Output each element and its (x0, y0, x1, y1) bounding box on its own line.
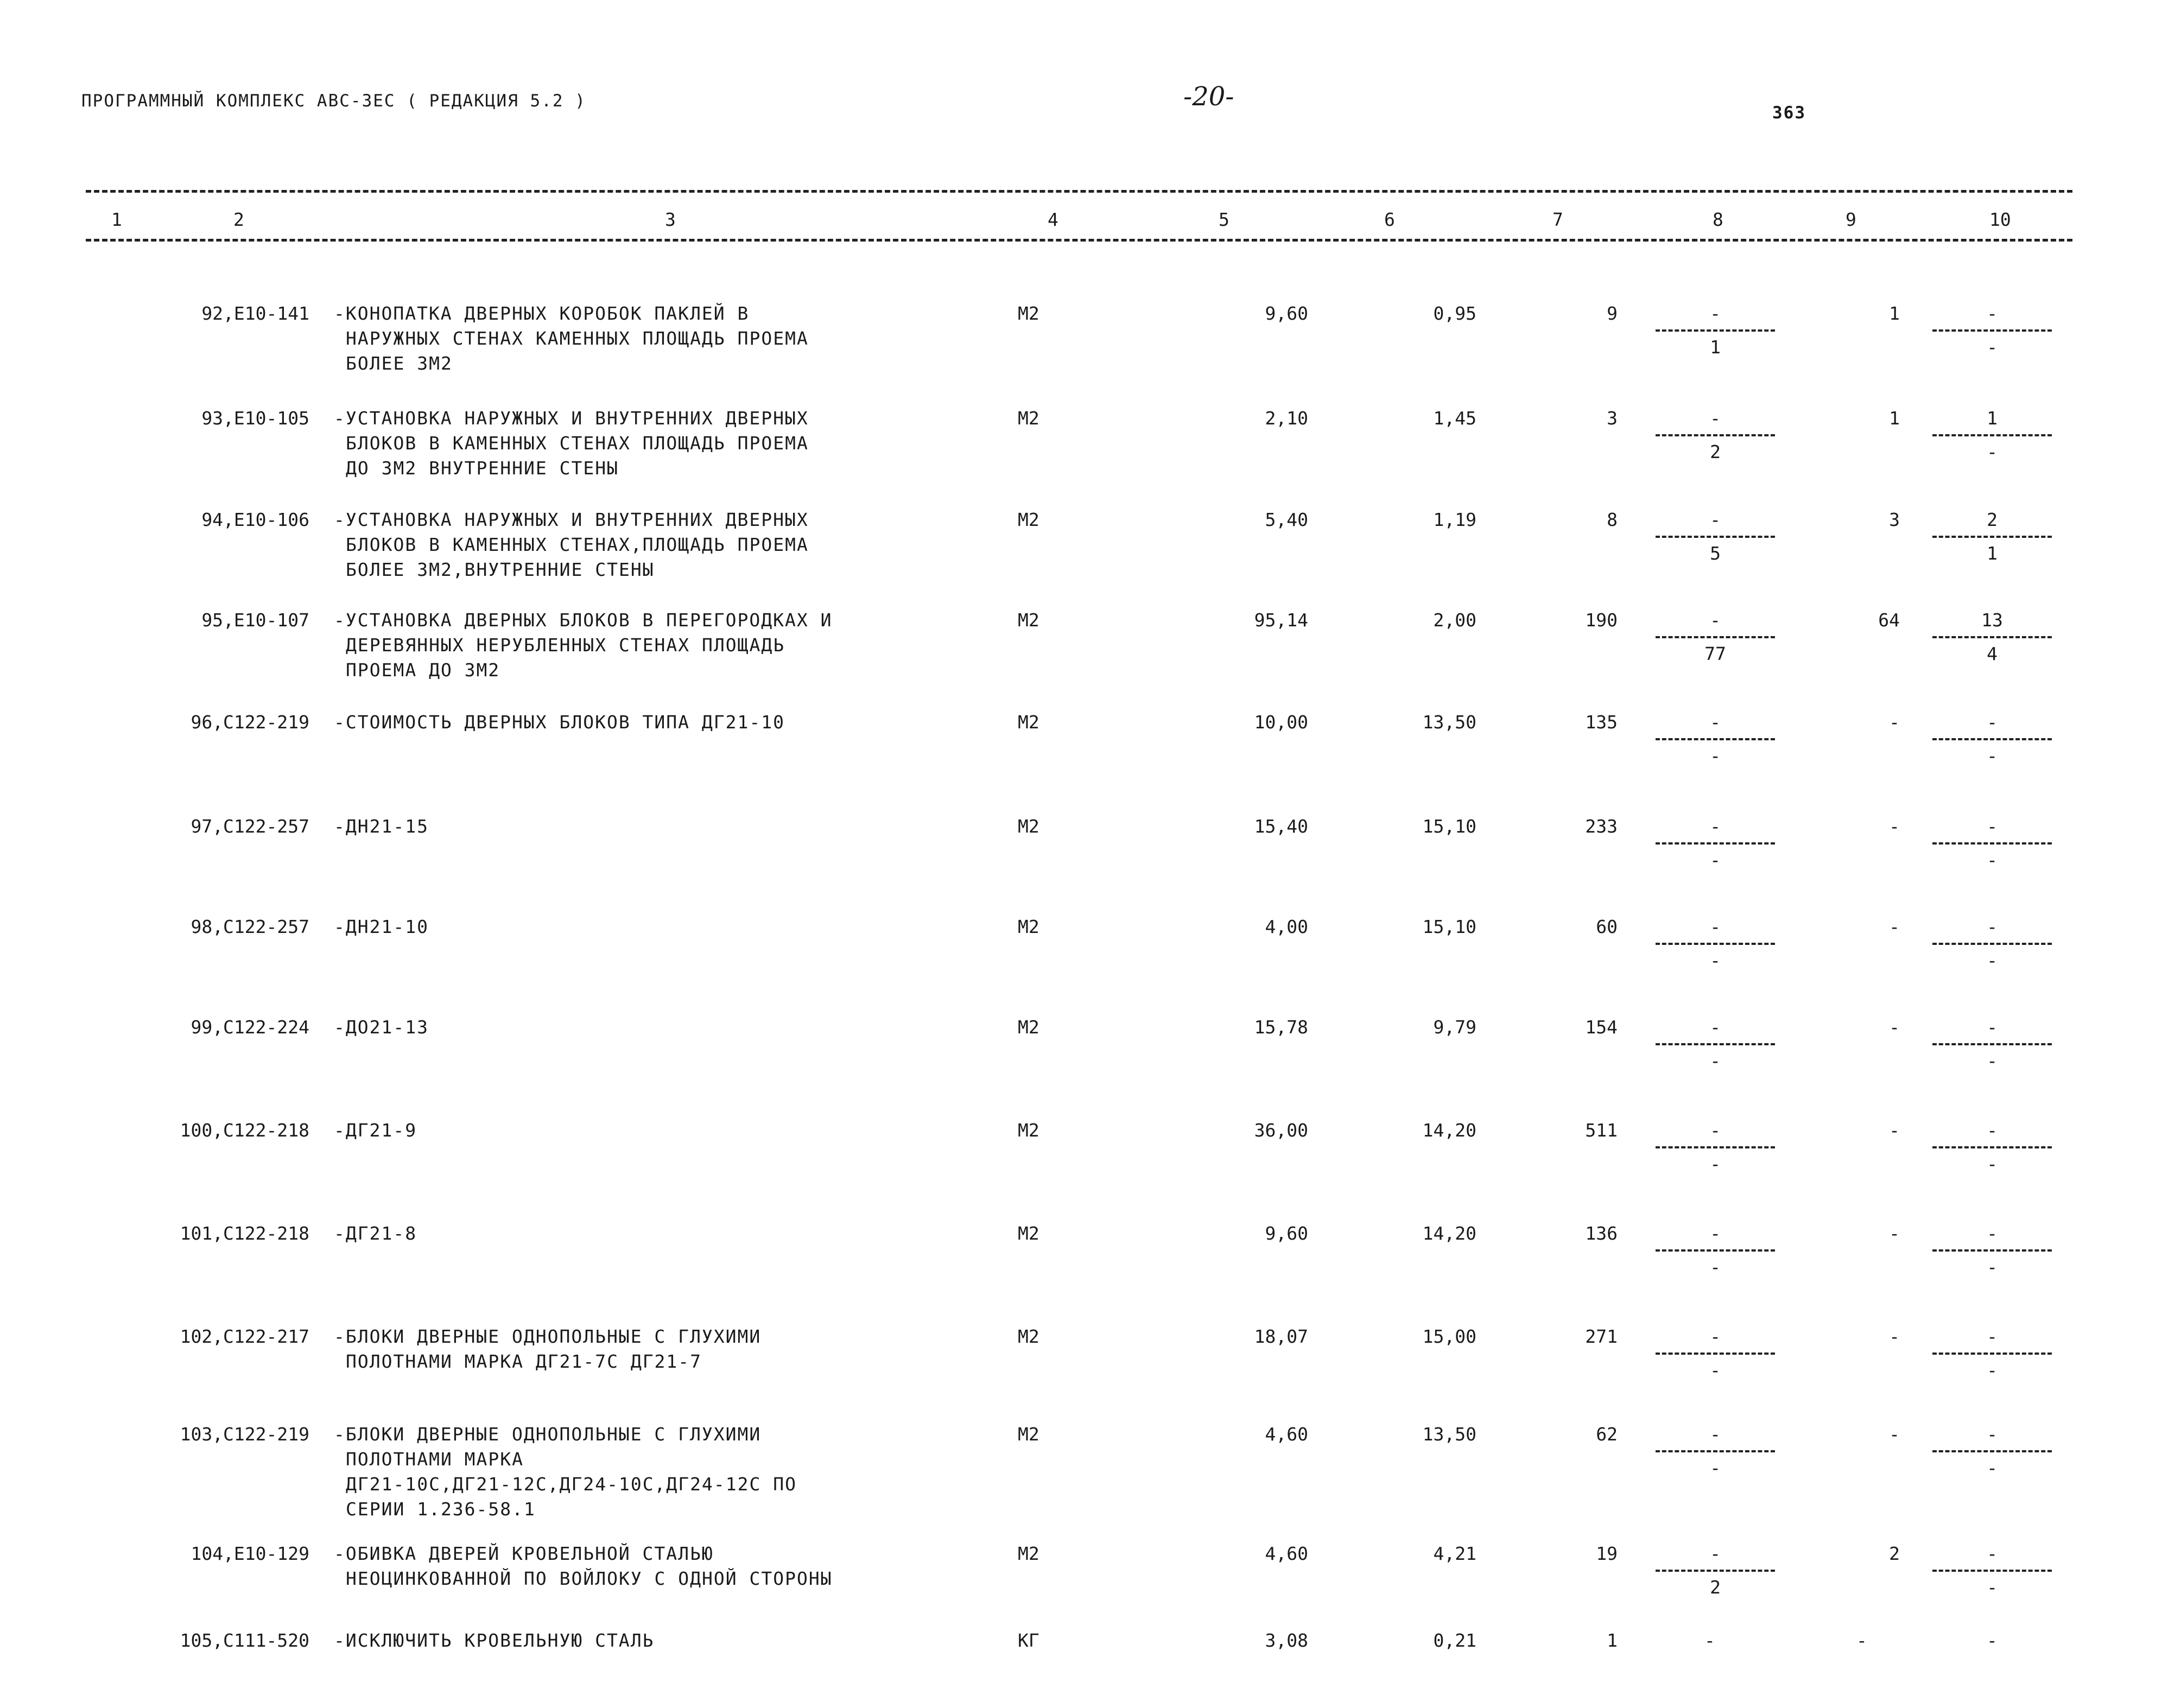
row-description (334, 406, 809, 481)
row-code: 102,С122-217 (180, 1326, 309, 1347)
description-line: -ОБИВКА ДВЕРЕЙ КРОВЕЛЬНОЙ СТАЛЬЮ (334, 1543, 714, 1564)
row-code: 92,Е10-141 (201, 303, 309, 324)
row-col8 (1656, 1422, 1775, 1481)
row-total: 1 (1607, 1630, 1618, 1651)
row-col10-bar (1932, 1146, 2052, 1148)
row-col10-top: - (1987, 303, 1998, 324)
column-header-1: 1 (111, 209, 122, 230)
row-code: 103,С122-219 (180, 1424, 309, 1445)
program-header: ПРОГРАММНЫЙ КОМПЛЕКС АВС-3ЕС ( РЕДАКЦИЯ 5.2 ) (81, 91, 586, 111)
row-col10-bar (1932, 943, 2052, 945)
handwritten-page-number: -20- (1183, 81, 1234, 112)
row-unit-price: 1,45 (1433, 408, 1476, 429)
row-col10-top: - (1987, 816, 1998, 837)
description-line: ДЕРЕВЯННЫХ НЕРУБЛЕННЫХ СТЕНАХ ПЛОЩАДЬ (346, 634, 785, 656)
row-col9: 64 (1878, 609, 1900, 631)
row-col10-bar (1932, 738, 2052, 740)
column-header-3: 3 (665, 209, 676, 230)
table-top-rule (86, 190, 2072, 193)
row-col8-bottom: - (1710, 1256, 1721, 1278)
row-col10-bottom: 1 (1987, 543, 1998, 564)
row-col8-bottom: - (1710, 1050, 1721, 1071)
row-col10-top: - (1987, 712, 1998, 733)
row-col8-bar (1656, 943, 1775, 945)
row-col10 (1932, 608, 2052, 666)
row-col9: 3 (1889, 509, 1900, 530)
row-col8-bottom: 77 (1704, 643, 1726, 664)
row-col8-bar (1656, 738, 1775, 740)
row-unit-price: 15,10 (1422, 916, 1476, 937)
row-total: 62 (1596, 1424, 1618, 1445)
row-quantity: 95,14 (1254, 609, 1308, 631)
row-col10-top: - (1987, 1120, 1998, 1141)
row-col10-bottom: - (1987, 950, 1998, 971)
description-line: ПОЛОТНАМИ МАРКА (346, 1449, 524, 1470)
row-col10-bar (1932, 536, 2052, 538)
row-description (334, 1422, 797, 1522)
description-line: НЕОЦИНКОВАННОЙ ПО ВОЙЛОКУ С ОДНОЙ СТОРОНЫ (346, 1568, 833, 1589)
row-total: 19 (1596, 1543, 1618, 1564)
row-quantity: 36,00 (1254, 1120, 1308, 1141)
row-col8-top: - (1710, 1543, 1721, 1564)
row-unit: М2 (1018, 609, 1039, 631)
row-col10 (1932, 1422, 2052, 1481)
row-col9: - (1889, 1120, 1900, 1141)
description-line: -КОНОПАТКА ДВЕРНЫХ КОРОБОК ПАКЛЕЙ В (334, 303, 750, 324)
row-code: 94,Е10-106 (201, 509, 309, 530)
description-line: БОЛЕЕ 3М2 (346, 353, 453, 374)
row-col8-bar (1656, 636, 1775, 638)
row-col8-bottom: - (1710, 745, 1721, 766)
row-col9: 1 (1889, 303, 1900, 324)
row-col10-bottom: - (1987, 849, 1998, 871)
row-col10-top: - (1987, 1424, 1998, 1445)
row-col10-bottom: - (1987, 1360, 1998, 1381)
row-total: 8 (1607, 509, 1618, 530)
row-col10-bottom: - (1987, 1153, 1998, 1174)
row-total: 60 (1596, 916, 1618, 937)
column-header-9: 9 (1846, 209, 1856, 230)
row-unit: М2 (1018, 1326, 1039, 1347)
row-col10-top: - (1987, 1017, 1998, 1038)
row-col8-bar (1656, 842, 1775, 845)
row-description (334, 1221, 417, 1246)
row-quantity: 9,60 (1265, 1223, 1308, 1244)
row-col8-top: - (1710, 1017, 1721, 1038)
row-col10-bottom: - (1987, 1577, 1998, 1598)
description-line: -УСТАНОВКА НАРУЖНЫХ И ВНУТРЕННИХ ДВЕРНЫХ (334, 509, 809, 530)
row-unit-price: 15,10 (1422, 816, 1476, 837)
row-unit: М2 (1018, 916, 1039, 937)
description-line: ПОЛОТНАМИ МАРКА ДГ21-7С ДГ21-7 (346, 1351, 702, 1372)
row-quantity: 9,60 (1265, 303, 1308, 324)
column-header-2: 2 (233, 209, 244, 230)
page-number: 363 (1772, 103, 1806, 123)
row-quantity: 18,07 (1254, 1326, 1308, 1347)
description-line: БОЛЕЕ 3М2,ВНУТРЕННИЕ СТЕНЫ (346, 559, 655, 580)
row-unit-price: 15,00 (1422, 1326, 1476, 1347)
row-quantity: 4,00 (1265, 916, 1308, 937)
row-description: -ИСКЛЮЧИТЬ КРОВЕЛЬНУЮ СТАЛЬ (334, 1630, 655, 1651)
row-code: 93,Е10-105 (201, 408, 309, 429)
row-col10-bar (1932, 1249, 2052, 1252)
row-col8: - (1704, 1630, 1715, 1651)
description-line: ДО 3М2 ВНУТРЕННИЕ СТЕНЫ (346, 458, 619, 479)
row-col8 (1656, 1221, 1775, 1280)
row-col10 (1932, 1118, 2052, 1177)
row-col8-bottom: 5 (1710, 543, 1721, 564)
description-line: -ДН21-15 (334, 816, 429, 837)
row-col8-bar (1656, 536, 1775, 538)
column-header-10: 10 (1989, 209, 2011, 230)
row-code: 104,Е10-129 (191, 1543, 309, 1564)
row-total: 9 (1607, 303, 1618, 324)
row-quantity: 10,00 (1254, 712, 1308, 733)
row-col8-bar (1656, 1450, 1775, 1452)
row-col10-bottom: - (1987, 1256, 1998, 1278)
row-col8-top: - (1710, 609, 1721, 631)
row-col8 (1656, 406, 1775, 465)
row-description (334, 1118, 417, 1143)
row-col8-bottom: - (1710, 849, 1721, 871)
description-line: -ДГ21-8 (334, 1223, 417, 1244)
row-unit-price: 4,21 (1433, 1543, 1476, 1564)
row-unit-price: 2,00 (1433, 609, 1476, 631)
description-line: СЕРИИ 1.236-58.1 (346, 1499, 536, 1520)
row-description (334, 1015, 429, 1040)
row-col9: - (1889, 1223, 1900, 1244)
row-col10-bottom: - (1987, 441, 1998, 462)
row-unit: М2 (1018, 1424, 1039, 1445)
description-line: БЛОКОВ В КАМЕННЫХ СТЕНАХ ПЛОЩАДЬ ПРОЕМА (346, 433, 809, 454)
row-col8-bar (1656, 434, 1775, 436)
row-unit-price: 13,50 (1422, 1424, 1476, 1445)
row-description (334, 1324, 761, 1374)
row-col8 (1656, 608, 1775, 666)
row-total: 3 (1607, 408, 1618, 429)
row-col10-bar (1932, 1353, 2052, 1355)
row-col10 (1932, 1541, 2052, 1600)
row-col10-top: 2 (1987, 509, 1998, 530)
row-unit-price: 0,21 (1433, 1630, 1476, 1651)
description-line: БЛОКОВ В КАМЕННЫХ СТЕНАХ,ПЛОЩАДЬ ПРОЕМА (346, 534, 809, 555)
row-description (334, 710, 785, 735)
row-col8-top: - (1710, 303, 1721, 324)
row-col9: - (1889, 1424, 1900, 1445)
row-col9: - (1889, 916, 1900, 937)
row-col8 (1656, 301, 1775, 360)
row-col10-bar (1932, 1043, 2052, 1045)
row-col8-bar (1656, 1249, 1775, 1252)
row-col8 (1656, 1118, 1775, 1177)
description-line: ДГ21-10С,ДГ21-12С,ДГ24-10С,ДГ24-12С ПО (346, 1474, 797, 1495)
row-total: 154 (1585, 1017, 1618, 1038)
row-col8 (1656, 1541, 1775, 1600)
row-col8-bottom: - (1710, 1360, 1721, 1381)
row-col8-bar (1656, 1570, 1775, 1572)
row-col9: - (1856, 1630, 1867, 1651)
row-unit: М2 (1018, 509, 1039, 530)
description-line: -ДО21-13 (334, 1017, 429, 1038)
row-col8-bar (1656, 1043, 1775, 1045)
row-quantity: 15,40 (1254, 816, 1308, 837)
description-line: -УСТАНОВКА НАРУЖНЫХ И ВНУТРЕННИХ ДВЕРНЫХ (334, 408, 809, 429)
row-col8-top: - (1710, 1424, 1721, 1445)
row-description (334, 1541, 833, 1591)
description-line: -УСТАНОВКА ДВЕРНЫХ БЛОКОВ В ПЕРЕГОРОДКАХ И (334, 609, 833, 631)
row-col10 (1932, 1324, 2052, 1383)
row-unit: М2 (1018, 408, 1039, 429)
row-col8-top: - (1710, 509, 1721, 530)
row-total: 233 (1585, 816, 1618, 837)
row-col10 (1932, 301, 2052, 360)
row-col8-bottom: - (1710, 1153, 1721, 1174)
row-col8 (1656, 814, 1775, 873)
row-col10-top: - (1987, 916, 1998, 937)
row-col9: 2 (1889, 1543, 1900, 1564)
row-unit-price: 1,19 (1433, 509, 1476, 530)
description-line: ПРОЕМА ДО 3М2 (346, 659, 500, 681)
row-col8-top: - (1710, 408, 1721, 429)
row-total: 271 (1585, 1326, 1618, 1347)
row-col10-bottom: 4 (1987, 643, 1998, 664)
row-description (334, 915, 429, 939)
row-total: 135 (1585, 712, 1618, 733)
row-col10-bottom: - (1987, 745, 1998, 766)
row-col8-top: - (1710, 1326, 1721, 1347)
row-col9: - (1889, 712, 1900, 733)
row-total: 511 (1585, 1120, 1618, 1141)
description-line: -ДН21-10 (334, 916, 429, 937)
row-quantity: 2,10 (1265, 408, 1308, 429)
row-col10 (1932, 1015, 2052, 1074)
column-header-7: 7 (1552, 209, 1563, 230)
row-unit-price: 14,20 (1422, 1223, 1476, 1244)
description-line: -СТОИМОСТЬ ДВЕРНЫХ БЛОКОВ ТИПА ДГ21-10 (334, 712, 785, 733)
row-unit: М2 (1018, 1120, 1039, 1141)
row-unit: М2 (1018, 816, 1039, 837)
row-col8-top: - (1710, 1120, 1721, 1141)
row-col8-bottom: - (1710, 1457, 1721, 1478)
row-description (334, 814, 429, 839)
row-col8 (1656, 1324, 1775, 1383)
row-col8 (1656, 1015, 1775, 1074)
row-quantity: 4,60 (1265, 1424, 1308, 1445)
row-col10 (1932, 507, 2052, 566)
description-line: -ДГ21-9 (334, 1120, 417, 1141)
row-col8-bar (1656, 1146, 1775, 1148)
row-col10 (1932, 710, 2052, 769)
row-code: 95,Е10-107 (201, 609, 309, 631)
row-col10: - (1987, 1630, 1998, 1651)
row-description (334, 507, 809, 582)
row-col10-top: 13 (1981, 609, 2003, 631)
row-col10-top: - (1987, 1326, 1998, 1347)
row-description (334, 301, 809, 376)
row-col9: - (1889, 1326, 1900, 1347)
row-col8-top: - (1710, 816, 1721, 837)
row-total: 136 (1585, 1223, 1618, 1244)
row-unit: М2 (1018, 303, 1039, 324)
row-col10-bottom: - (1987, 336, 1998, 358)
row-col8 (1656, 915, 1775, 973)
row-description (334, 608, 832, 683)
row-col10-bottom: - (1987, 1457, 1998, 1478)
column-header-6: 6 (1384, 209, 1395, 230)
row-unit-price: 0,95 (1433, 303, 1476, 324)
row-col8-top: - (1710, 916, 1721, 937)
row-col8-bar (1656, 329, 1775, 332)
row-col9: - (1889, 1017, 1900, 1038)
description-line: -БЛОКИ ДВЕРНЫЕ ОДНОПОЛЬНЫЕ С ГЛУХИМИ (334, 1326, 762, 1347)
row-col10-bar (1932, 636, 2052, 638)
row-col10-bar (1932, 329, 2052, 332)
description-line: НАРУЖНЫХ СТЕНАХ КАМЕННЫХ ПЛОЩАДЬ ПРОЕМА (346, 328, 809, 349)
row-col9: - (1889, 816, 1900, 837)
row-unit-price: 14,20 (1422, 1120, 1476, 1141)
row-code: 97,С122-257 (191, 816, 309, 837)
row-col8-bar (1656, 1353, 1775, 1355)
row-col10-top: - (1987, 1543, 1998, 1564)
row-quantity: 15,78 (1254, 1017, 1308, 1038)
row-col10-top: 1 (1987, 408, 1998, 429)
row-unit-price: 9,79 (1433, 1017, 1476, 1038)
table-header-rule (86, 239, 2072, 242)
row-code: 100,С122-218 (180, 1120, 309, 1141)
row-unit: КГ (1018, 1630, 1039, 1651)
row-col8-bottom: 2 (1710, 441, 1721, 462)
row-col8-bottom: - (1710, 950, 1721, 971)
row-quantity: 4,60 (1265, 1543, 1308, 1564)
row-unit: М2 (1018, 712, 1039, 733)
row-col10 (1932, 406, 2052, 465)
row-col10-bar (1932, 434, 2052, 436)
row-col10-bottom: - (1987, 1050, 1998, 1071)
row-code: 98,С122-257 (191, 916, 309, 937)
row-total: 190 (1585, 609, 1618, 631)
row-col8 (1656, 507, 1775, 566)
row-unit: М2 (1018, 1017, 1039, 1038)
row-col10 (1932, 915, 2052, 973)
row-code: 99,С122-224 (191, 1017, 309, 1038)
row-unit-price: 13,50 (1422, 712, 1476, 733)
row-code: 101,С122-218 (180, 1223, 309, 1244)
description-line: -БЛОКИ ДВЕРНЫЕ ОДНОПОЛЬНЫЕ С ГЛУХИМИ (334, 1424, 762, 1445)
row-unit: М2 (1018, 1543, 1039, 1564)
row-code: 96,С122-219 (191, 712, 309, 733)
row-col10 (1932, 1221, 2052, 1280)
row-col8-bottom: 1 (1710, 336, 1721, 358)
row-quantity: 5,40 (1265, 509, 1308, 530)
row-code: 105,С111-520 (180, 1630, 309, 1651)
row-col8-top: - (1710, 1223, 1721, 1244)
column-header-4: 4 (1048, 209, 1058, 230)
row-col10-bar (1932, 842, 2052, 845)
row-col10-bar (1932, 1450, 2052, 1452)
row-quantity: 3,08 (1265, 1630, 1308, 1651)
row-col10-top: - (1987, 1223, 1998, 1244)
row-col8-top: - (1710, 712, 1721, 733)
row-col8-bottom: 2 (1710, 1577, 1721, 1598)
column-header-8: 8 (1713, 209, 1723, 230)
row-col10-bar (1932, 1570, 2052, 1572)
row-col9: 1 (1889, 408, 1900, 429)
row-unit: М2 (1018, 1223, 1039, 1244)
row-col8 (1656, 710, 1775, 769)
column-header-5: 5 (1219, 209, 1229, 230)
row-col10 (1932, 814, 2052, 873)
